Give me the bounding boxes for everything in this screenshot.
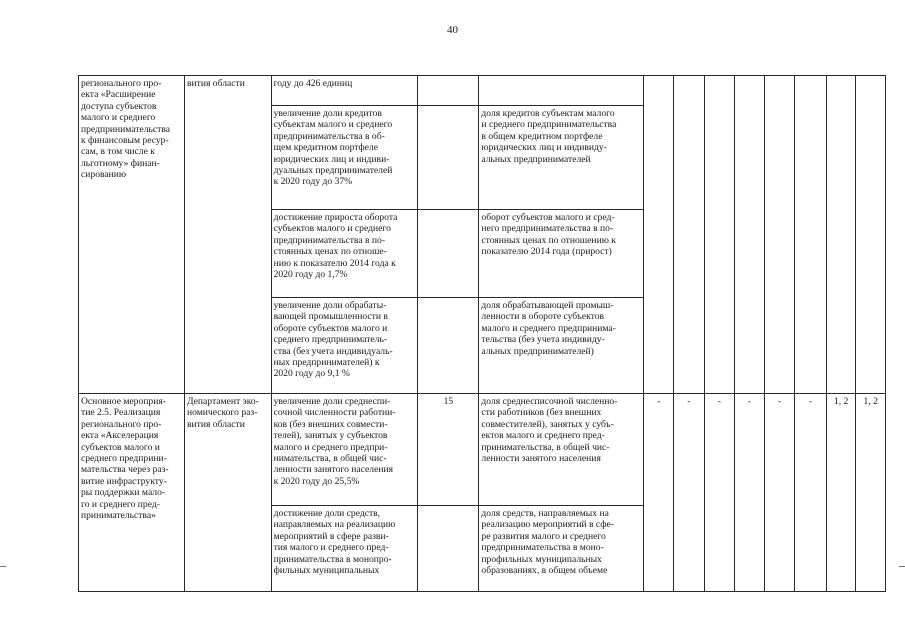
- indicator-text: доля кредитов субъектам малого и среднего предпринимательства в общем кредитном портфеле юридических лиц и индивиду- альных предпринимателей: [481, 108, 617, 165]
- result-text: достижение прироста оборота субъектов малого и среднего предпринимательства в по- стоянных ценах по отноше- нию к показателю 2014 года к 2020 году до 1,7%: [273, 212, 398, 281]
- mark-text: -: [717, 396, 721, 407]
- indicator-cell: [479, 210, 644, 298]
- result-cell: [271, 298, 418, 394]
- number-cell: [418, 298, 479, 394]
- mark-cell: [795, 76, 827, 394]
- mark-text: -: [777, 396, 782, 407]
- result-text: году до 426 единиц: [273, 78, 353, 89]
- scan-artifact: [899, 566, 905, 567]
- number-text: 15: [443, 396, 454, 407]
- mark-cell: [704, 76, 735, 394]
- mark-cell: [826, 394, 856, 592]
- result-text: достижение доли средств, направляемых на реализацию мероприятий в сфере разви- тия малого и среднего пред- принимательства в монопро- фильных муниципальных: [273, 508, 396, 577]
- scan-artifact: [0, 566, 6, 567]
- measure-cell: [79, 394, 185, 592]
- executor-cell: [184, 394, 271, 592]
- result-cell: [271, 394, 418, 506]
- measure-cell: [79, 76, 185, 394]
- mark-cell: [735, 394, 765, 592]
- mark-cell: [704, 394, 735, 592]
- mark-text: -: [808, 396, 813, 407]
- result-cell: [271, 506, 418, 592]
- measure-text: регионального про- екта «Расширение доступа субъектов малого и среднего предпринимательства к финансовым ресур- сам, в том числе к льготному» финан- сированию: [81, 78, 171, 181]
- mark-cell: [674, 76, 705, 394]
- result-cell: [271, 106, 418, 210]
- mark-cell: [735, 76, 765, 394]
- indicator-cell: [479, 506, 644, 592]
- table-row: [79, 394, 886, 506]
- number-cell: [418, 76, 479, 106]
- result-text: увеличение доли обрабаты- вающей промышленности в обороте субъектов малого и среднего предприниматель- ства (без учета индивидуаль- ных предпринимателей) к 2020 году до 9,1 %: [273, 300, 393, 380]
- indicator-text: доля средств, направляемых на реализацию мероприятий в сфе- ре развития малого и среднего предпринимательства в моно- профильных муниципальных образованиях, в общем объеме: [481, 508, 614, 577]
- table-row: [79, 76, 886, 106]
- indicator-cell: [479, 76, 644, 106]
- mark-cell: [764, 76, 795, 394]
- result-cell: [271, 210, 418, 298]
- mark-text: -: [747, 396, 752, 407]
- result-cell: [271, 76, 418, 106]
- indicator-cell: [479, 106, 644, 210]
- measures-table: [78, 75, 886, 592]
- mark-cell: [795, 394, 827, 592]
- indicator-cell: [479, 298, 644, 394]
- page-number: 40: [447, 24, 458, 36]
- indicator-text: оборот субъектов малого и сред- него предпринимательства в по- стоянных ценах по отношению к показателю 2014 года (прирост): [481, 212, 616, 258]
- number-cell: [418, 106, 479, 210]
- mark-cell: [826, 76, 856, 394]
- mark-cell: [856, 394, 886, 592]
- mark-text: -: [687, 396, 691, 407]
- indicator-text: доля обрабатывающей промыш- ленности в обороте субъектов малого и среднего предпринима- тельства (без учета индивиду- альных предпринимателей): [481, 300, 616, 357]
- executor-text: вития области: [186, 78, 245, 89]
- result-text: увеличение доли среднеспи- сочной численности работни- ков (без внешних совмести- телей), занятых у субъектов малого и среднего предпри- нимательства, в общей чис- ленности занятого населения к 2020 году до 25,5%: [273, 396, 396, 487]
- result-text: увеличение доли кредитов субъектам малого и среднего предпринимательства в об- щем кредитном портфеле юридических лиц и индиви- дуальных предпринимателей к 2020 году до 37%: [273, 108, 393, 188]
- number-cell: [418, 394, 479, 506]
- mark-cell: [644, 76, 674, 394]
- mark-cell: [644, 394, 674, 592]
- mark-text: 1, 2: [863, 396, 878, 407]
- indicator-text: доля среднесписочной численно- сти работников (без внешних совместителей), занятых у субъ- ектов малого и среднего пред- принимательства, в общей чис- ленности занятого населения: [481, 396, 618, 465]
- mark-text: -: [657, 396, 661, 407]
- measure-text: Основное мероприя- тие 2.5. Реализация регионального про- екта «Акселерация субъектов малого и среднего предприни- мательства через раз- витие инфраструкту- ры поддержки мало- го и среднего пред- принимательства»: [81, 396, 169, 522]
- measures-table-wrapper: [78, 75, 886, 592]
- mark-cell: [856, 76, 886, 394]
- mark-cell: [764, 394, 795, 592]
- mark-cell: [674, 394, 705, 592]
- executor-text: Департамент эко- номического раз- вития области: [186, 396, 259, 430]
- number-cell: [418, 506, 479, 592]
- number-cell: [418, 210, 479, 298]
- indicator-cell: [479, 394, 644, 506]
- executor-cell: [184, 76, 271, 394]
- mark-text: 1, 2: [833, 396, 849, 407]
